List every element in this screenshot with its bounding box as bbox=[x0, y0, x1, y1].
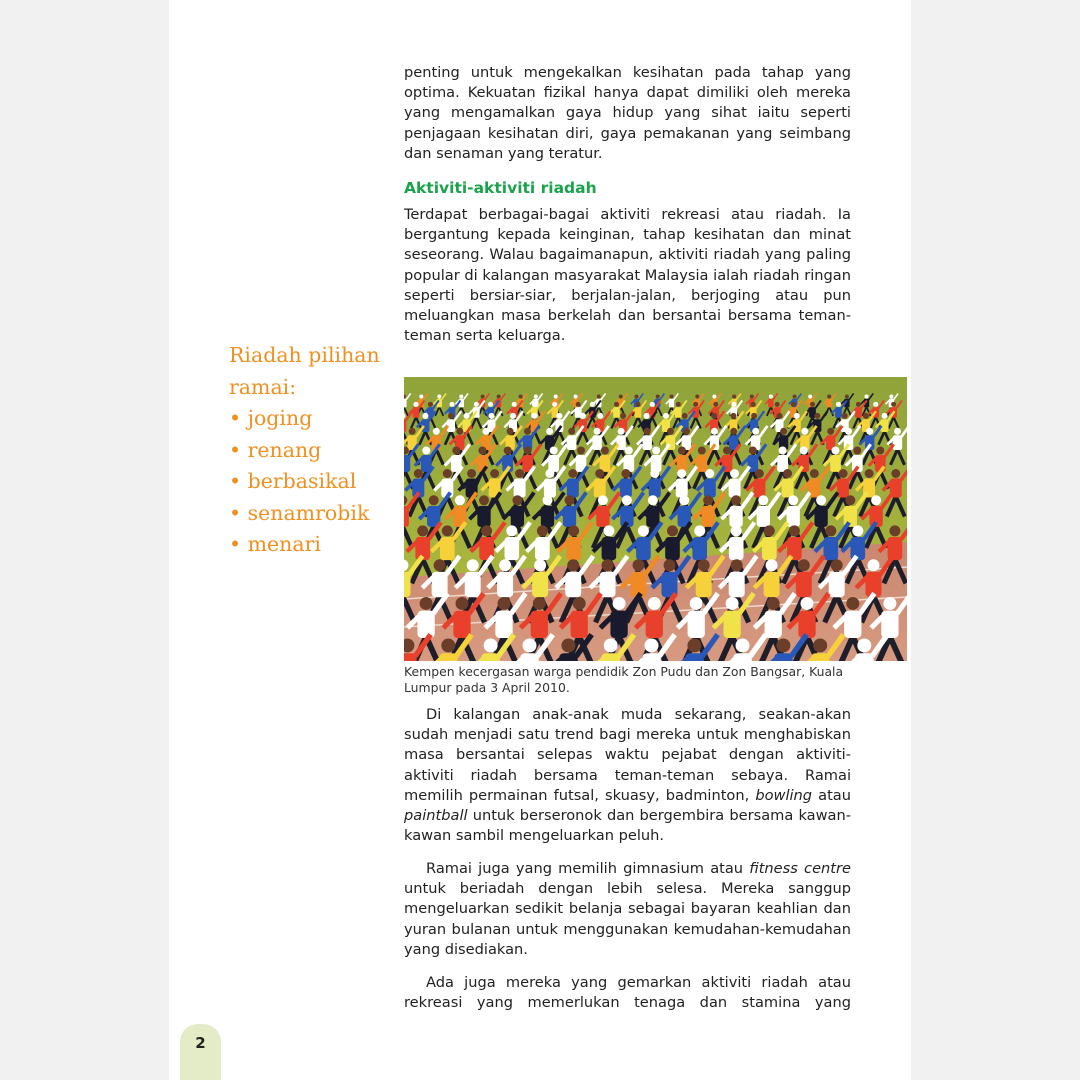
photo-caption: Kempen kecergasan warga pendidik Zon Pudu dan Zon Bangsar, Kuala Lumpur pada 3 April 2010. bbox=[404, 664, 844, 695]
italic-term: fitness centre bbox=[749, 860, 851, 877]
last-text: Ada juga mereka yang gemarkan aktiviti riadah atau rekreasi yang memerlukan tenaga dan stamina yang bbox=[404, 974, 851, 1012]
sidebar-list bbox=[229, 403, 399, 561]
sidebar-item: • berbasikal bbox=[229, 466, 399, 498]
text-span: untuk berseronok dan bergembira bersama kawan-kawan sambil mengeluarkan peluh. bbox=[404, 807, 851, 845]
youth-paragraph bbox=[404, 705, 851, 846]
text-span: untuk beriadah dengan lebih selesa. Mereka sanggup mengeluarkan sedikit belanja sebagai bayaran keahlian dan yuran bulanan untuk menggunakan kemudahan-kemudahan yang disediakan. bbox=[404, 880, 851, 958]
activities-paragraph bbox=[404, 205, 851, 346]
gym-paragraph bbox=[404, 859, 851, 960]
gym-text bbox=[404, 859, 851, 960]
intro-text: penting untuk mengekalkan kesihatan pada tahap yang optima. Kekuatan fizikal hanya dapat dimiliki oleh mereka yang mengamalkan gaya hidup yang sihat iaitu seperti penjagaan kesihatan diri, gaya pemakanan yang seimbang dan senaman yang teratur. bbox=[404, 64, 851, 162]
italic-term: bowling bbox=[755, 786, 813, 804]
page-number: 2 bbox=[195, 1034, 206, 1052]
sidebar-note bbox=[229, 340, 399, 561]
last-paragraph bbox=[404, 973, 851, 1013]
sidebar-item: • joging bbox=[229, 403, 399, 435]
sidebar-item: • menari bbox=[229, 529, 399, 561]
text-span: Di kalangan anak-anak muda sekarang, seakan-akan sudah menjadi satu trend bagi mereka untuk menghabiskan masa bersantai selepas waktu pejabat dengan aktiviti-aktiviti riadah bersama teman-teman sebaya. Ramai memilih permainan futsal, skuasy, badminton, bbox=[404, 706, 851, 804]
page-number-tab bbox=[180, 1024, 221, 1080]
intro-paragraph bbox=[404, 63, 851, 164]
text-span: atau bbox=[812, 786, 851, 804]
text-span: Ramai juga yang memilih gimnasium atau bbox=[426, 860, 750, 877]
sidebar-item: • renang bbox=[229, 435, 399, 467]
sidebar-item: • senamrobik bbox=[229, 498, 399, 530]
aerobics-photo-illustration bbox=[404, 377, 907, 661]
italic-term: paintball bbox=[404, 807, 468, 825]
sidebar-title: Riadah pilihan ramai: bbox=[229, 343, 380, 399]
activities-text: Terdapat berbagai-bagai aktiviti rekreasi atau riadah. Ia bergantung kepada keinginan, tahap kesihatan dan minat seseorang. Walau bagaimanapun, aktiviti riadah yang paling popular di kalangan masyarakat Malaysia ialah riadah ringan seperti bersiar-siar, berjalan-jalan, berjoging atau pun meluangkan masa berkelah dan bersantai bersama teman-teman serta keluarga. bbox=[404, 206, 851, 345]
section-heading: Aktiviti-aktiviti riadah bbox=[404, 179, 597, 197]
youth-text bbox=[404, 705, 851, 846]
aerobics-photo bbox=[404, 377, 907, 661]
